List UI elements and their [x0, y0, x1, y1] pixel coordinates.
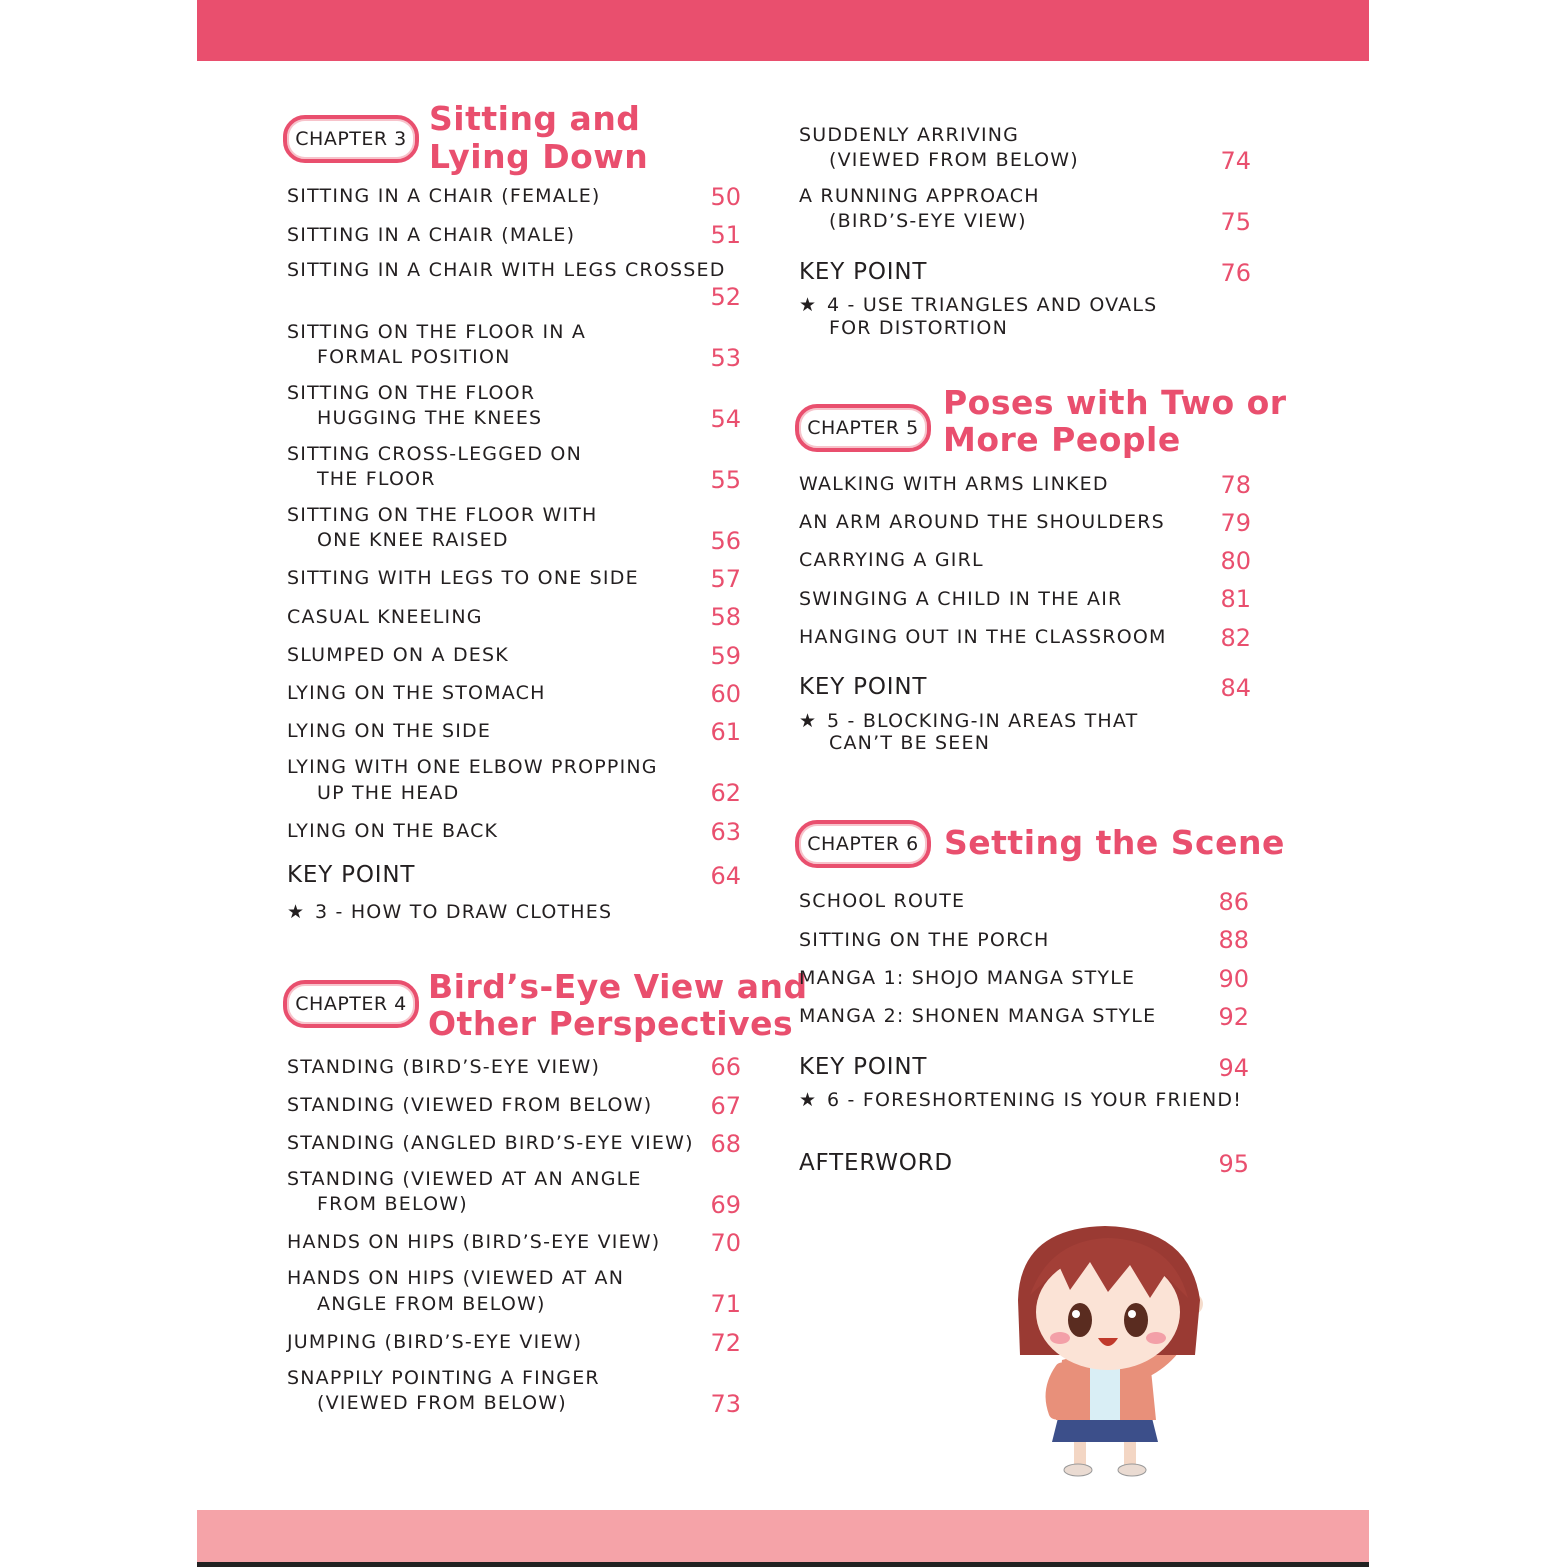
toc-page-number: 62 [710, 779, 741, 807]
toc-entry-title: LYING ON THE STOMACH [287, 682, 546, 704]
footer-edge-line [197, 1562, 1369, 1567]
key-point-detail: 3 - HOW TO DRAW CLOTHES [315, 901, 613, 923]
toc-entry-title: WALKING WITH ARMS LINKED [799, 473, 1109, 495]
toc-page-number: 61 [710, 718, 741, 746]
toc-entry-title: MANGA 2: SHONEN MANGA STYLE [799, 1005, 1157, 1027]
chapter-title: Poses with Two or [943, 383, 1287, 422]
toc-page-number: 88 [1218, 926, 1249, 954]
chibi-girl-illustration [990, 1220, 1230, 1480]
toc-entry-title: (BIRD’S-EYE VIEW) [829, 210, 1027, 232]
toc-page-number: 70 [710, 1229, 741, 1257]
toc-entry-title: ONE KNEE RAISED [317, 529, 509, 551]
toc-entry-title: STANDING (BIRD’S-EYE VIEW) [287, 1056, 601, 1078]
toc-page-number: 81 [1220, 585, 1251, 613]
toc-entry-title: SWINGING A CHILD IN THE AIR [799, 588, 1123, 610]
toc-entry-title: A RUNNING APPROACH [799, 185, 1040, 207]
toc-entry-title: HUGGING THE KNEES [317, 407, 543, 429]
key-point-detail: 4 - USE TRIANGLES AND OVALS [827, 294, 1158, 316]
toc-page-number: 53 [710, 344, 741, 372]
footer-band [197, 1510, 1369, 1567]
toc-entry-title: SUDDENLY ARRIVING [799, 124, 1020, 146]
toc-page-number: 64 [710, 862, 741, 890]
key-point-label: KEY POINT [799, 259, 928, 285]
toc-page-number: 56 [710, 527, 741, 555]
toc-page-number: 95 [1218, 1150, 1249, 1178]
toc-page-number: 78 [1220, 471, 1251, 499]
toc-entry-title: SITTING ON THE FLOOR IN A [287, 321, 587, 343]
toc-page-number: 82 [1220, 624, 1251, 652]
toc-page-number: 68 [710, 1130, 741, 1158]
toc-entry-title: LYING ON THE BACK [287, 820, 499, 842]
toc-page-number: 71 [710, 1290, 741, 1318]
afterword-label: AFTERWORD [799, 1150, 953, 1176]
toc-page-number: 73 [710, 1390, 741, 1418]
toc-entry-title: CASUAL KNEELING [287, 606, 483, 628]
star-icon: ★ [287, 901, 306, 923]
key-point-label: KEY POINT [287, 862, 416, 888]
chapter-title: Setting the Scene [944, 823, 1285, 862]
toc-entry-title: SLUMPED ON A DESK [287, 644, 509, 666]
toc-page-number: 69 [710, 1191, 741, 1219]
key-point-detail: 5 - BLOCKING-IN AREAS THAT [827, 710, 1139, 732]
toc-entry-title: SCHOOL ROUTE [799, 890, 966, 912]
toc-entry-title: ANGLE FROM BELOW) [317, 1293, 546, 1315]
toc-page-number: 72 [710, 1329, 741, 1357]
toc-page-number: 51 [710, 221, 741, 249]
chapter-title: Lying Down [429, 137, 649, 176]
chapter-badge: CHAPTER 6 [795, 820, 931, 868]
toc-page-number: 60 [710, 680, 741, 708]
toc-page-number: 57 [710, 565, 741, 593]
toc-page-number: 86 [1218, 888, 1249, 916]
toc-page-number: 66 [710, 1053, 741, 1081]
toc-entry-title: MANGA 1: SHOJO MANGA STYLE [799, 967, 1136, 989]
toc-entry-title: STANDING (VIEWED AT AN ANGLE [287, 1168, 642, 1190]
toc-entry-title: SITTING IN A CHAIR WITH LEGS CROSSED [287, 259, 726, 281]
key-point-detail: CAN’T BE SEEN [829, 732, 991, 754]
chapter-title: More People [943, 420, 1181, 459]
toc-entry-title: SITTING IN A CHAIR (MALE) [287, 224, 576, 246]
toc-page-number: 63 [710, 818, 741, 846]
toc-entry-title: SITTING IN A CHAIR (FEMALE) [287, 185, 601, 207]
header-band [197, 0, 1369, 61]
toc-entry-title: FORMAL POSITION [317, 346, 511, 368]
toc-entry-title: SITTING CROSS-LEGGED ON [287, 443, 583, 465]
toc-entry-title: STANDING (ANGLED BIRD’S-EYE VIEW) [287, 1132, 694, 1154]
toc-page-number: 84 [1220, 674, 1251, 702]
toc-entry-title: AN ARM AROUND THE SHOULDERS [799, 511, 1165, 533]
toc-entry-title: UP THE HEAD [317, 782, 460, 804]
toc-page-number: 74 [1220, 147, 1251, 175]
toc-entry-title: SITTING ON THE FLOOR WITH [287, 504, 598, 526]
toc-entry-title: LYING ON THE SIDE [287, 720, 492, 742]
toc-page-number: 94 [1218, 1054, 1249, 1082]
key-point-label: KEY POINT [799, 674, 928, 700]
toc-page-number: 58 [710, 603, 741, 631]
toc-page-number: 92 [1218, 1003, 1249, 1031]
toc-entry-title: (VIEWED FROM BELOW) [317, 1392, 567, 1414]
chapter-badge: CHAPTER 5 [795, 404, 931, 452]
star-icon: ★ [799, 710, 818, 732]
toc-page-number: 75 [1220, 208, 1251, 236]
chapter-badge: CHAPTER 4 [283, 980, 419, 1028]
key-point-detail: 6 - FORESHORTENING IS YOUR FRIEND! [827, 1089, 1243, 1111]
toc-entry-title: THE FLOOR [317, 468, 436, 490]
toc-page-number: 67 [710, 1092, 741, 1120]
toc-entry-title: CARRYING A GIRL [799, 549, 984, 571]
toc-page-number: 55 [710, 466, 741, 494]
toc-entry-title: SNAPPILY POINTING A FINGER [287, 1367, 600, 1389]
toc-entry-title: SITTING ON THE PORCH [799, 929, 1050, 951]
toc-page-number: 59 [710, 642, 741, 670]
toc-entry-title: SITTING ON THE FLOOR [287, 382, 536, 404]
chapter-badge: CHAPTER 3 [283, 115, 419, 163]
toc-entry-title: JUMPING (BIRD’S-EYE VIEW) [287, 1331, 583, 1353]
toc-entry-title: FROM BELOW) [317, 1193, 468, 1215]
toc-page-number: 52 [710, 283, 741, 311]
toc-page-number: 79 [1220, 509, 1251, 537]
star-icon: ★ [799, 294, 818, 316]
toc-page-number: 54 [710, 405, 741, 433]
toc-entry-title: HANGING OUT IN THE CLASSROOM [799, 626, 1167, 648]
key-point-detail: FOR DISTORTION [829, 317, 1008, 339]
toc-entry-title: STANDING (VIEWED FROM BELOW) [287, 1094, 653, 1116]
toc-page-number: 80 [1220, 547, 1251, 575]
toc-page-number: 76 [1220, 259, 1251, 287]
star-icon: ★ [799, 1089, 818, 1111]
toc-entry-title: SITTING WITH LEGS TO ONE SIDE [287, 567, 639, 589]
chapter-title: Other Perspectives [428, 1004, 794, 1043]
toc-entry-title: HANDS ON HIPS (VIEWED AT AN [287, 1267, 625, 1289]
chapter-title: Bird’s-Eye View and [428, 967, 808, 1006]
toc-page-number: 90 [1218, 965, 1249, 993]
toc-entry-title: HANDS ON HIPS (BIRD’S-EYE VIEW) [287, 1231, 661, 1253]
key-point-label: KEY POINT [799, 1054, 928, 1080]
toc-entry-title: LYING WITH ONE ELBOW PROPPING [287, 756, 658, 778]
chapter-title: Sitting and [429, 99, 641, 138]
toc-page-number: 50 [710, 183, 741, 211]
toc-entry-title: (VIEWED FROM BELOW) [829, 149, 1079, 171]
